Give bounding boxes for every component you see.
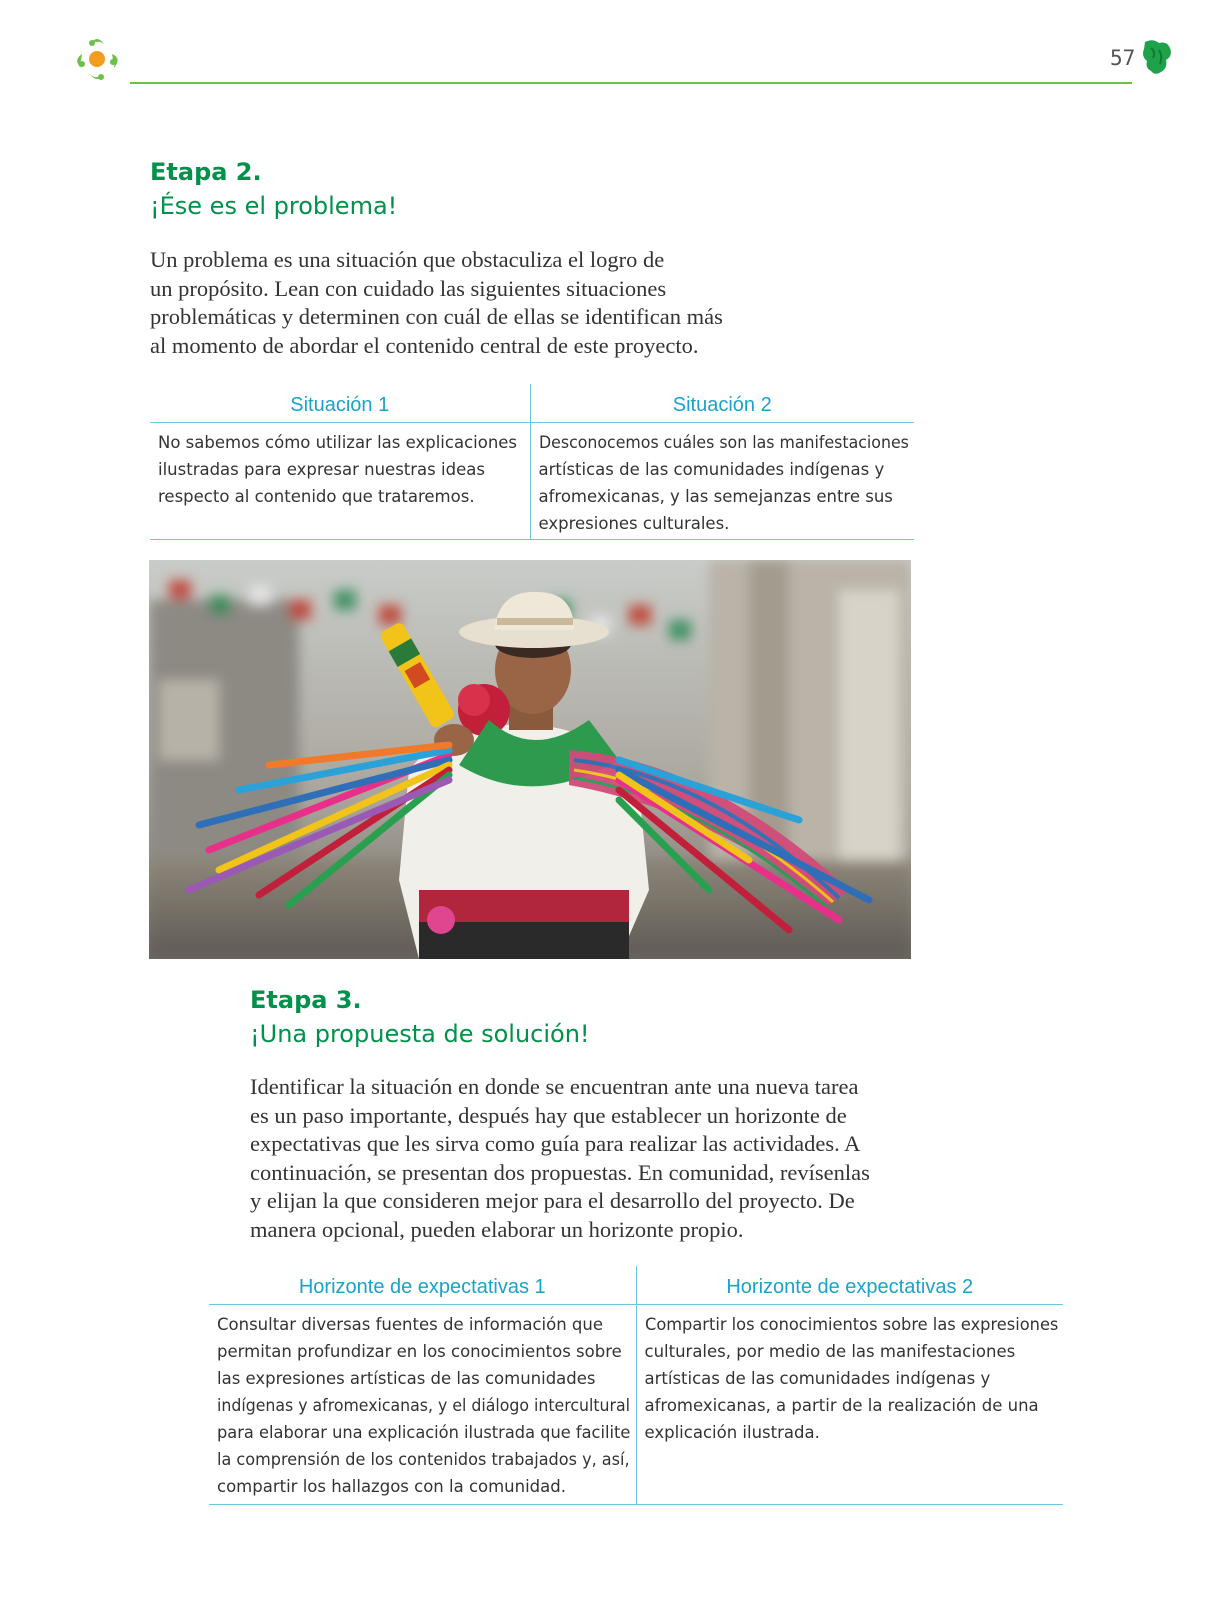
stage-2-intro-line: un propósito. Lean con cuidado las siguientes situaciones: [150, 275, 667, 301]
expectations-2-header: Horizonte de expectativas 2: [636, 1266, 1063, 1305]
expectations-1-line: Consultar diversas fuentes de información que: [217, 1315, 603, 1334]
expectations-1-line: compartir los hallazgos con la comunidad.: [217, 1477, 566, 1496]
expectations-1-line: indígenas y afromexicanas, y el diálogo intercultural: [217, 1396, 630, 1415]
situation-2-line: artísticas de las comunidades indígenas y: [538, 460, 885, 479]
situation-2-line: Desconocemos cuáles son las manifestaciones: [538, 433, 909, 452]
situation-2-cell: [530, 423, 914, 540]
stage-3-label: Etapa 3.: [250, 986, 362, 1014]
stage-2-intro-line: problemáticas y determinen con cuál de ellas se identifican más: [150, 304, 723, 329]
expectations-1-line: las expresiones artísticas de las comunidades: [217, 1369, 596, 1388]
expectations-2-line: Compartir los conocimientos sobre las expresiones: [644, 1315, 1058, 1334]
page-number: 57: [1110, 46, 1136, 70]
expectations-1-header: Horizonte de expectativas 1: [209, 1266, 636, 1305]
stage-3-intro-line: expectativas que les sirva como guía para realizar las actividades. A: [250, 1131, 861, 1156]
situation-1-line: No sabemos cómo utilizar las explicaciones: [158, 433, 518, 452]
expectations-1-cell: [209, 1305, 636, 1505]
situation-2-header: Situación 2: [530, 384, 914, 423]
green-region-icon: [1139, 38, 1173, 76]
situations-table: [150, 384, 914, 540]
expectations-1-line: para elaborar una explicación ilustrada que facilite: [217, 1423, 631, 1442]
expectations-table: [209, 1266, 1063, 1505]
stage-2-subtitle: ¡Ése es el problema!: [150, 192, 398, 220]
expectations-2-line: explicación ilustrada.: [644, 1423, 820, 1442]
expectations-1-line: la comprensión de los contenidos trabajados y, así,: [217, 1450, 630, 1469]
stage-3-intro-line: manera opcional, pueden elaborar un horizonte propio.: [250, 1216, 744, 1242]
stage-3-intro-line: es un paso importante, después hay que establecer un horizonte de: [250, 1102, 847, 1128]
expectations-2-line: culturales, por medio de las manifestaciones: [644, 1342, 1016, 1361]
header-rule: [130, 82, 1132, 84]
stage-3-intro-line: continuación, se presentan dos propuestas. En comunidad, revísenlas: [250, 1159, 870, 1185]
situation-1-cell: [150, 423, 530, 540]
flower-logo-icon: [70, 32, 126, 86]
stage-2-intro-line: Un problema es una situación que obstaculiza el logro de: [150, 247, 665, 272]
expectations-2-cell: [636, 1305, 1063, 1505]
expectations-2-line: afromexicanas, a partir de la realización de una: [644, 1396, 1039, 1415]
dancer-photo: [149, 560, 911, 959]
stage-2-intro: [150, 246, 723, 360]
situation-2-line: afromexicanas, y las semejanzas entre sus: [538, 487, 893, 506]
stage-3-intro-line: y elijan la que consideren mejor para el desarrollo del proyecto. De: [250, 1188, 855, 1213]
expectations-1-line: permitan profundizar en los conocimientos sobre: [217, 1342, 622, 1361]
situation-2-line: expresiones culturales.: [538, 514, 730, 533]
situation-1-header: Situación 1: [150, 384, 530, 423]
stage-2-label: Etapa 2.: [150, 158, 262, 186]
situation-1-line: ilustradas para expresar nuestras ideas: [158, 460, 485, 479]
situation-1-line: respecto al contenido que trataremos.: [158, 487, 475, 506]
stage-3-intro-line: Identificar la situación en donde se encuentran ante una nueva tarea: [250, 1074, 859, 1099]
stage-3-intro: [250, 1073, 870, 1244]
stage-2-intro-line: al momento de abordar el contenido central de este proyecto.: [150, 332, 699, 358]
stage-3-subtitle: ¡Una propuesta de solución!: [250, 1020, 590, 1048]
expectations-2-line: artísticas de las comunidades indígenas y: [644, 1369, 991, 1388]
